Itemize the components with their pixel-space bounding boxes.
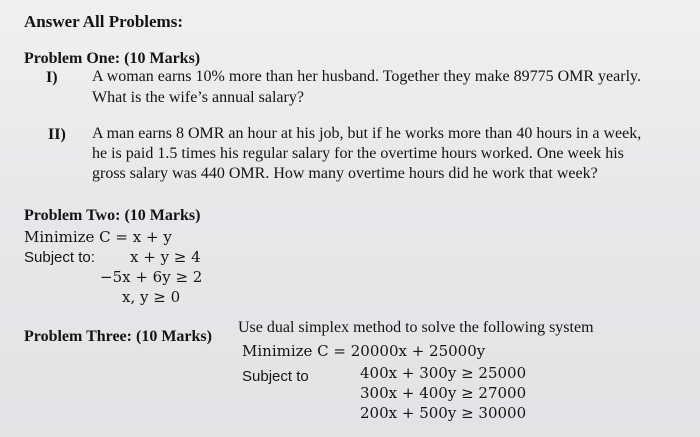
problem-three-instruction: Use dual simplex method to solve the following system xyxy=(238,319,594,336)
problem-three-constraint-1: 400x + 300y ≥ 25000 xyxy=(360,364,527,382)
problem-three-objective: Minimize C = 20000x + 25000y xyxy=(242,342,486,360)
problem-one-part2-label: II) xyxy=(48,126,66,143)
problem-one-part1-line1: A woman earns 10% more than her husband. Together they make 89775 OMR yearly. xyxy=(92,68,641,85)
problem-one-title: Problem One: (10 Marks) xyxy=(24,50,201,67)
problem-three-title: Problem Three: (10 Marks) xyxy=(24,328,212,345)
page-heading: Answer All Problems: xyxy=(24,12,183,31)
problem-two-constraint-3: x, y ≥ 0 xyxy=(122,288,181,306)
problem-three-subject-to: Subject to xyxy=(242,368,309,385)
problem-two-constraint-2: −5x + 6y ≥ 2 xyxy=(100,268,203,286)
problem-two-title: Problem Two: (10 Marks) xyxy=(24,207,201,224)
problem-one-part2-line3: gross salary was 440 OMR. How many overtime hours did he work that week? xyxy=(92,165,598,182)
problem-one-part2-line2: he is paid 1.5 times his regular salary for the overtime hours worked. One week his xyxy=(92,145,624,162)
problem-one-part2-line1: A man earns 8 OMR an hour at his job, but if he works more than 40 hours in a week, xyxy=(92,125,642,142)
problem-three-constraint-3: 200x + 500y ≥ 30000 xyxy=(360,404,527,422)
problem-three-constraint-2: 300x + 400y ≥ 27000 xyxy=(360,384,527,402)
problem-two-subject-to: Subject to: xyxy=(24,249,95,266)
problem-one-part1-line2: What is the wife’s annual salary? xyxy=(92,89,304,106)
problem-two-constraint-1: x + y ≥ 4 xyxy=(130,248,201,266)
problem-two-objective: Minimize C = x + y xyxy=(24,228,172,246)
problem-one-part1-label: I) xyxy=(46,69,58,86)
